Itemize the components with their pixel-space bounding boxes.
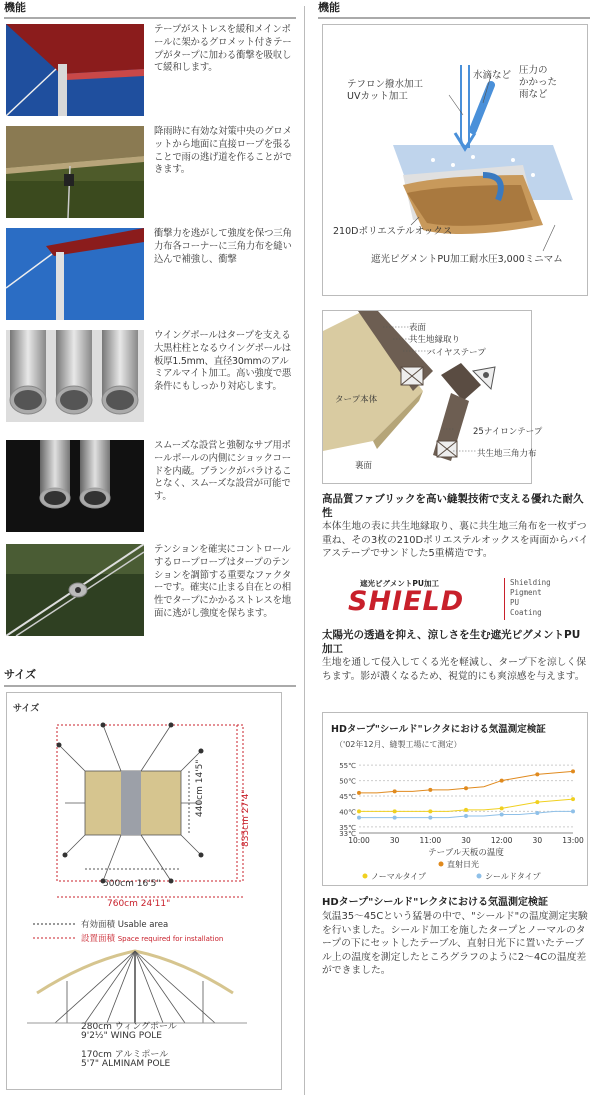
data-point	[571, 769, 575, 773]
legend-label: ノーマルタイプ	[371, 872, 427, 881]
feature-text: ウイングポールはタープを支える大黒柱柱となるウイングポールは板厚1.5mm、直径30mmのアルミアルマイト加工。高い強度で悪条件にもしっかり対応します。	[154, 330, 292, 393]
size-box-label: サイズ	[13, 704, 40, 714]
size-title-rule	[4, 685, 296, 687]
legend-install-label-en: Space required for installation	[117, 935, 224, 943]
corner-reinforcement-photo	[6, 228, 144, 320]
label-pu: 遮光ピグメントPU加工耐水圧3,000ミニマム	[371, 254, 563, 265]
data-point	[357, 809, 361, 813]
data-point	[500, 813, 504, 817]
temperature-chart	[323, 753, 587, 885]
alminam-pole-label: 170cm アルミポール	[81, 1050, 169, 1060]
left-column	[4, 0, 296, 1069]
data-point	[464, 814, 468, 818]
label-front: 表面	[409, 323, 427, 333]
label-pressure-rain: 圧力の かかった 雨など	[519, 65, 558, 100]
legend-usable	[81, 918, 168, 930]
wing-pole-photo	[6, 330, 144, 422]
data-point	[464, 808, 468, 812]
x-tick-label: 12:00	[490, 836, 513, 845]
legend-install-label: 設置面積	[81, 934, 116, 944]
x-tick-label: 10:00	[348, 836, 370, 845]
data-point	[428, 816, 432, 820]
shield-logo-main: SHIELD	[348, 586, 465, 617]
shield-logo-divider	[504, 578, 505, 620]
right-title-rule	[318, 17, 590, 19]
label-bias: バイヤステープ	[427, 348, 486, 358]
dim-install-depth: 835cm 27'4"	[241, 789, 251, 847]
chart-subtitle: （'02年12月、縫製工場にて測定）	[335, 740, 462, 749]
label-binding: 共生地縁取り	[409, 335, 461, 345]
feature-item	[6, 544, 296, 636]
x-tick-label: 11:00	[419, 836, 442, 845]
data-point	[428, 788, 432, 792]
wing-pole-label: 280cm ウィングポール	[81, 1022, 177, 1032]
feature-item	[6, 440, 296, 532]
data-point	[357, 816, 361, 820]
data-point	[393, 789, 397, 793]
data-point	[571, 797, 575, 801]
data-point	[571, 809, 575, 813]
legend-marker	[363, 874, 368, 879]
feature-item	[6, 24, 296, 116]
temp-text: 気温35〜45Cという猛暑の中で、"シールド"の温度測定実験を行いました。シールド加工を施したタープとノーマルのタープの下にセットしたテーブル、直射日光下に置いたテーブル上の温度を測定したところグラフのように2〜4Cの温度差ができました。	[322, 911, 588, 976]
grommet-rain-photo	[6, 126, 144, 218]
dim-install-width: 760cm 24'11"	[107, 899, 171, 909]
label-back: 裏面	[355, 461, 373, 471]
y-tick-label: 40℃	[339, 808, 356, 817]
legend-usable-label-en: Usable area	[117, 920, 169, 930]
label-water-drops: 水滴など	[473, 70, 512, 81]
size-box	[6, 692, 282, 1090]
features-title: 機能	[4, 1, 26, 14]
data-point	[500, 806, 504, 810]
y-tick-label: 35℃	[339, 823, 356, 832]
data-point	[357, 791, 361, 795]
data-point	[428, 809, 432, 813]
legend-usable-label: 有効面積	[81, 920, 116, 930]
shield-logo-side	[510, 578, 551, 618]
fabric-layer-diagram	[322, 24, 588, 296]
shield-side-4: Coating	[510, 608, 542, 617]
tape-grommet-photo	[6, 24, 144, 116]
column-divider	[304, 6, 305, 1095]
shield-heading: 太陽光の透過を抑え、涼しさを生む遮光ピグメントPU加工	[322, 629, 581, 655]
feature-text: スムーズな設営と強靭なサブ用ポールポールの内側にショックコードを内蔵。ブランクがバラけることなく、スムーズな設営が可能です。	[154, 440, 292, 503]
dim-width: 500cm 16'5"	[103, 879, 161, 889]
data-point	[393, 816, 397, 820]
shield-side-2: Pigment	[510, 588, 542, 597]
shield-logo	[348, 578, 578, 622]
fabric-heading: 高品質ファブリックを高い縫製技術で支える優れた耐久性	[322, 493, 584, 519]
legend-label: シールドタイプ	[485, 872, 541, 881]
y-tick-label: 33℃	[339, 830, 356, 838]
feature-item	[6, 126, 296, 218]
chart-title: HDタープ"シールド"レクタにおける気温測定検証	[331, 724, 546, 735]
temp-heading: HDタープ"シールド"レクタにおける気温測定検証	[322, 897, 548, 908]
rope-tensioner-photo	[6, 544, 144, 636]
label-210d: 210Dポリエステルオックス	[333, 226, 453, 237]
label-triangle: 共生地三角力布	[477, 449, 537, 459]
x-tick-label: 13:00	[562, 836, 584, 845]
legend-install	[81, 932, 223, 944]
data-point	[535, 800, 539, 804]
feature-text: テープがストレスを緩和メインポールに架かるグロメット付きテープがタープに加わる衝撃を吸収して緩和します。	[154, 24, 292, 74]
shield-logo-sub: 遮光ピグメントPU加工	[360, 579, 440, 588]
shield-side-3: PU	[510, 598, 520, 607]
x-tick-label: 30	[461, 836, 471, 845]
size-title: サイズ	[4, 668, 37, 681]
y-tick-label: 45℃	[339, 793, 356, 801]
features-title-rule	[4, 17, 296, 19]
feature-text: 降雨時に有効な対策中央のグロメットから地面に直接ロープを張ることで雨の逃げ道を作ることができます。	[154, 126, 292, 176]
y-tick-label: 50℃	[339, 777, 356, 786]
shield-side-1: Shielding	[510, 578, 551, 587]
temperature-chart-box	[322, 712, 588, 886]
feature-item	[6, 330, 296, 422]
fabric-text: 本体生地の表に共生地縁取り、裏に共生地三角布を一枚ずつ重ね、その3枚の210Dポリエステルオックスを両面からバイアステープでサンドした5重構造です。	[322, 521, 589, 559]
legend-marker	[439, 862, 444, 867]
label-teflon: テフロン撥水加工 UVカット加工	[347, 79, 424, 102]
shield-text: 生地を通して侵入してくる光を軽減し、タープ下を涼しく保ちます。影が濃くなるため、視覚的にも爽涼感を与えます。	[322, 657, 587, 682]
wing-pole-label-en: 9'2½" WING POLE	[81, 1031, 162, 1041]
alminam-pole-label-en: 5'7" ALMINAM POLE	[81, 1059, 171, 1069]
label-body: タープ本体	[335, 395, 378, 405]
data-point	[500, 779, 504, 783]
data-point	[535, 772, 539, 776]
legend-marker	[477, 874, 482, 879]
feature-text: 衝撃力を逃がして強度を保つ三角力布各コーナーに三角力布を縫い込んで補強し、衝撃	[154, 228, 292, 265]
x-tick-label: 30	[389, 836, 400, 845]
x-tick-label: 30	[532, 836, 543, 845]
seam-diagram	[322, 310, 543, 484]
feature-text: テンションを確実にコントロールするロープロープはタープのテンションを調節する重要なファクターです。確実に止まる自在との相性でタープにかかるストレスを地面に逃がし強度を保ちます。	[154, 544, 292, 619]
label-nylon: 25ナイロンテープ	[473, 427, 543, 437]
feature-item	[6, 228, 296, 320]
dim-depth: 440cm 14'5"	[195, 759, 205, 817]
sub-pole-photo	[6, 440, 144, 532]
right-features-title: 機能	[318, 1, 340, 14]
y-tick-label: 55℃	[339, 762, 356, 771]
x-axis-label: テーブル天板の温度	[428, 848, 504, 858]
legend-label: 直射日光	[447, 860, 479, 869]
right-column	[318, 0, 590, 976]
data-point	[464, 786, 468, 790]
data-point	[393, 809, 397, 813]
data-point	[535, 811, 539, 815]
